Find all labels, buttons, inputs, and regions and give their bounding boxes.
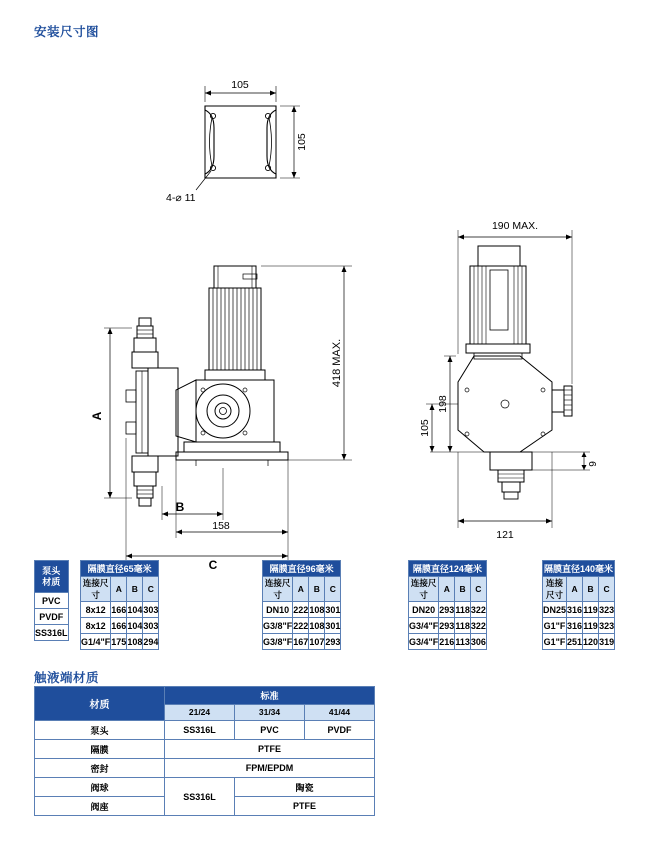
page-title-install: 安装尺寸图 bbox=[34, 25, 100, 39]
wetted-cell: PTFE bbox=[235, 797, 375, 816]
wetted-cell: PVC bbox=[235, 721, 305, 740]
group-title: 隔膜直径124毫米 bbox=[409, 561, 487, 577]
page-title-wetted: 触液端材质 bbox=[34, 671, 100, 685]
table-row bbox=[263, 602, 341, 618]
cell-b: 118 bbox=[455, 602, 471, 618]
cell-connection: G3/4"F bbox=[409, 618, 439, 634]
cell-c: 319 bbox=[599, 634, 615, 650]
wetted-cell: PTFE bbox=[165, 740, 375, 759]
cell-c: 303 bbox=[143, 602, 159, 618]
cell-a: 251 bbox=[567, 634, 583, 650]
group-title: 隔膜直径65毫米 bbox=[81, 561, 159, 577]
label-side-9: 9 bbox=[588, 461, 599, 467]
wetted-code: 41/44 bbox=[305, 704, 375, 721]
wetted-row-label: 阀球 bbox=[35, 778, 165, 797]
dimension-table-group-140 bbox=[542, 560, 615, 650]
cell-b: 107 bbox=[309, 634, 325, 650]
cell-a: 222 bbox=[293, 618, 309, 634]
group-title: 隔膜直径140毫米 bbox=[543, 561, 615, 577]
wetted-row-label: 密封 bbox=[35, 759, 165, 778]
wetted-row-label: 阀座 bbox=[35, 797, 165, 816]
table-row bbox=[409, 618, 487, 634]
cell-a: 293 bbox=[439, 602, 455, 618]
wetted-cell: PVDF bbox=[305, 721, 375, 740]
cell-connection: 8x12 bbox=[81, 602, 111, 618]
wetted-cell: 陶瓷 bbox=[235, 778, 375, 797]
cell-connection: G1/4"F bbox=[81, 634, 111, 650]
label-side-198: 198 bbox=[437, 395, 449, 413]
sub-header-b: B bbox=[583, 577, 599, 602]
cell-connection: G3/8"F bbox=[263, 634, 293, 650]
cell-c: 323 bbox=[599, 602, 615, 618]
label-side-width: 190 MAX. bbox=[491, 220, 539, 232]
table-row bbox=[81, 618, 159, 634]
label-top-height: 105 bbox=[296, 133, 308, 151]
sub-header-c: C bbox=[599, 577, 615, 602]
table-row bbox=[409, 602, 487, 618]
cell-a: 316 bbox=[567, 618, 583, 634]
wetted-cell: SS316L bbox=[165, 721, 235, 740]
sub-header-a: A bbox=[293, 577, 309, 602]
cell-c: 306 bbox=[470, 634, 486, 650]
table-row bbox=[263, 634, 341, 650]
cell-connection: G1"F bbox=[543, 618, 567, 634]
dimension-row-label: SS316L bbox=[35, 625, 69, 641]
cell-a: 175 bbox=[111, 634, 127, 650]
table-row bbox=[81, 634, 159, 650]
table-row bbox=[35, 759, 375, 778]
wetted-header-standard: 标准 bbox=[165, 687, 375, 705]
sub-header-a: A bbox=[567, 577, 583, 602]
cell-connection: G3/4"F bbox=[409, 634, 439, 650]
sub-header-connection: 连接尺寸 bbox=[81, 577, 111, 602]
cell-connection: 8x12 bbox=[81, 618, 111, 634]
cell-a: 166 bbox=[111, 618, 127, 634]
cell-connection: G3/8"F bbox=[263, 618, 293, 634]
cell-c: 322 bbox=[470, 602, 486, 618]
cell-a: 222 bbox=[293, 602, 309, 618]
sub-header-connection: 连接尺寸 bbox=[409, 577, 439, 602]
sub-header-connection: 连接尺寸 bbox=[263, 577, 293, 602]
cell-b: 108 bbox=[309, 602, 325, 618]
cell-a: 316 bbox=[567, 602, 583, 618]
cell-b: 120 bbox=[583, 634, 599, 650]
sub-header-b: B bbox=[309, 577, 325, 602]
cell-c: 323 bbox=[599, 618, 615, 634]
cell-b: 113 bbox=[455, 634, 471, 650]
table-row bbox=[543, 602, 615, 618]
dimension-row-label: PVC bbox=[35, 593, 69, 609]
wetted-header-material: 材质 bbox=[35, 687, 165, 721]
cell-b: 119 bbox=[583, 602, 599, 618]
sub-header-a: A bbox=[111, 577, 127, 602]
cell-b: 104 bbox=[127, 602, 143, 618]
cell-a: 167 bbox=[293, 634, 309, 650]
dimension-table-group-124 bbox=[408, 560, 487, 650]
label-front-158: 158 bbox=[212, 520, 230, 532]
sub-header-c: C bbox=[470, 577, 486, 602]
cell-connection: DN20 bbox=[409, 602, 439, 618]
table-row bbox=[263, 618, 341, 634]
sub-header-connection: 连接尺寸 bbox=[543, 577, 567, 602]
sub-header-c: C bbox=[325, 577, 341, 602]
sub-header-b: B bbox=[127, 577, 143, 602]
wetted-code: 31/34 bbox=[235, 704, 305, 721]
cell-c: 301 bbox=[325, 618, 341, 634]
label-hole-note: 4-⌀ 11 bbox=[166, 192, 196, 204]
cell-b: 104 bbox=[127, 618, 143, 634]
wetted-code: 21/24 bbox=[165, 704, 235, 721]
cell-c: 293 bbox=[325, 634, 341, 650]
cell-b: 108 bbox=[309, 618, 325, 634]
cell-c: 301 bbox=[325, 602, 341, 618]
dimension-table-group-65 bbox=[80, 560, 159, 650]
wetted-row-label: 泵头 bbox=[35, 721, 165, 740]
table-row bbox=[543, 634, 615, 650]
cell-connection: DN25 bbox=[543, 602, 567, 618]
table-row bbox=[35, 721, 375, 740]
sub-header-b: B bbox=[455, 577, 471, 602]
cell-b: 108 bbox=[127, 634, 143, 650]
wetted-materials-table bbox=[34, 686, 375, 816]
label-top-width: 105 bbox=[231, 79, 249, 91]
wetted-row-label: 隔膜 bbox=[35, 740, 165, 759]
table-row bbox=[543, 618, 615, 634]
table-row bbox=[35, 740, 375, 759]
group-title: 隔膜直径96毫米 bbox=[263, 561, 341, 577]
cell-c: 322 bbox=[470, 618, 486, 634]
label-front-C: C bbox=[208, 558, 218, 572]
dimension-corner-header: 泵头 材质 bbox=[35, 561, 69, 593]
label-side-105: 105 bbox=[419, 419, 431, 437]
table-row bbox=[409, 634, 487, 650]
sub-header-a: A bbox=[439, 577, 455, 602]
label-front-B: B bbox=[175, 500, 185, 514]
label-side-121: 121 bbox=[496, 529, 514, 541]
cell-a: 293 bbox=[439, 618, 455, 634]
dimension-table-group-96 bbox=[262, 560, 341, 650]
cell-c: 303 bbox=[143, 618, 159, 634]
table-row bbox=[81, 602, 159, 618]
label-front-A: A bbox=[90, 411, 104, 421]
wetted-cell: SS316L bbox=[165, 778, 235, 816]
dimension-row-label: PVDF bbox=[35, 609, 69, 625]
cell-b: 118 bbox=[455, 618, 471, 634]
table-row bbox=[35, 778, 375, 797]
cell-connection: DN10 bbox=[263, 602, 293, 618]
cell-a: 216 bbox=[439, 634, 455, 650]
label-front-height: 418 MAX. bbox=[331, 338, 343, 388]
cell-a: 166 bbox=[111, 602, 127, 618]
wetted-cell: FPM/EPDM bbox=[165, 759, 375, 778]
dimension-table-row-labels bbox=[34, 560, 69, 641]
cell-b: 119 bbox=[583, 618, 599, 634]
cell-connection: G1"F bbox=[543, 634, 567, 650]
cell-c: 294 bbox=[143, 634, 159, 650]
sub-header-c: C bbox=[143, 577, 159, 602]
